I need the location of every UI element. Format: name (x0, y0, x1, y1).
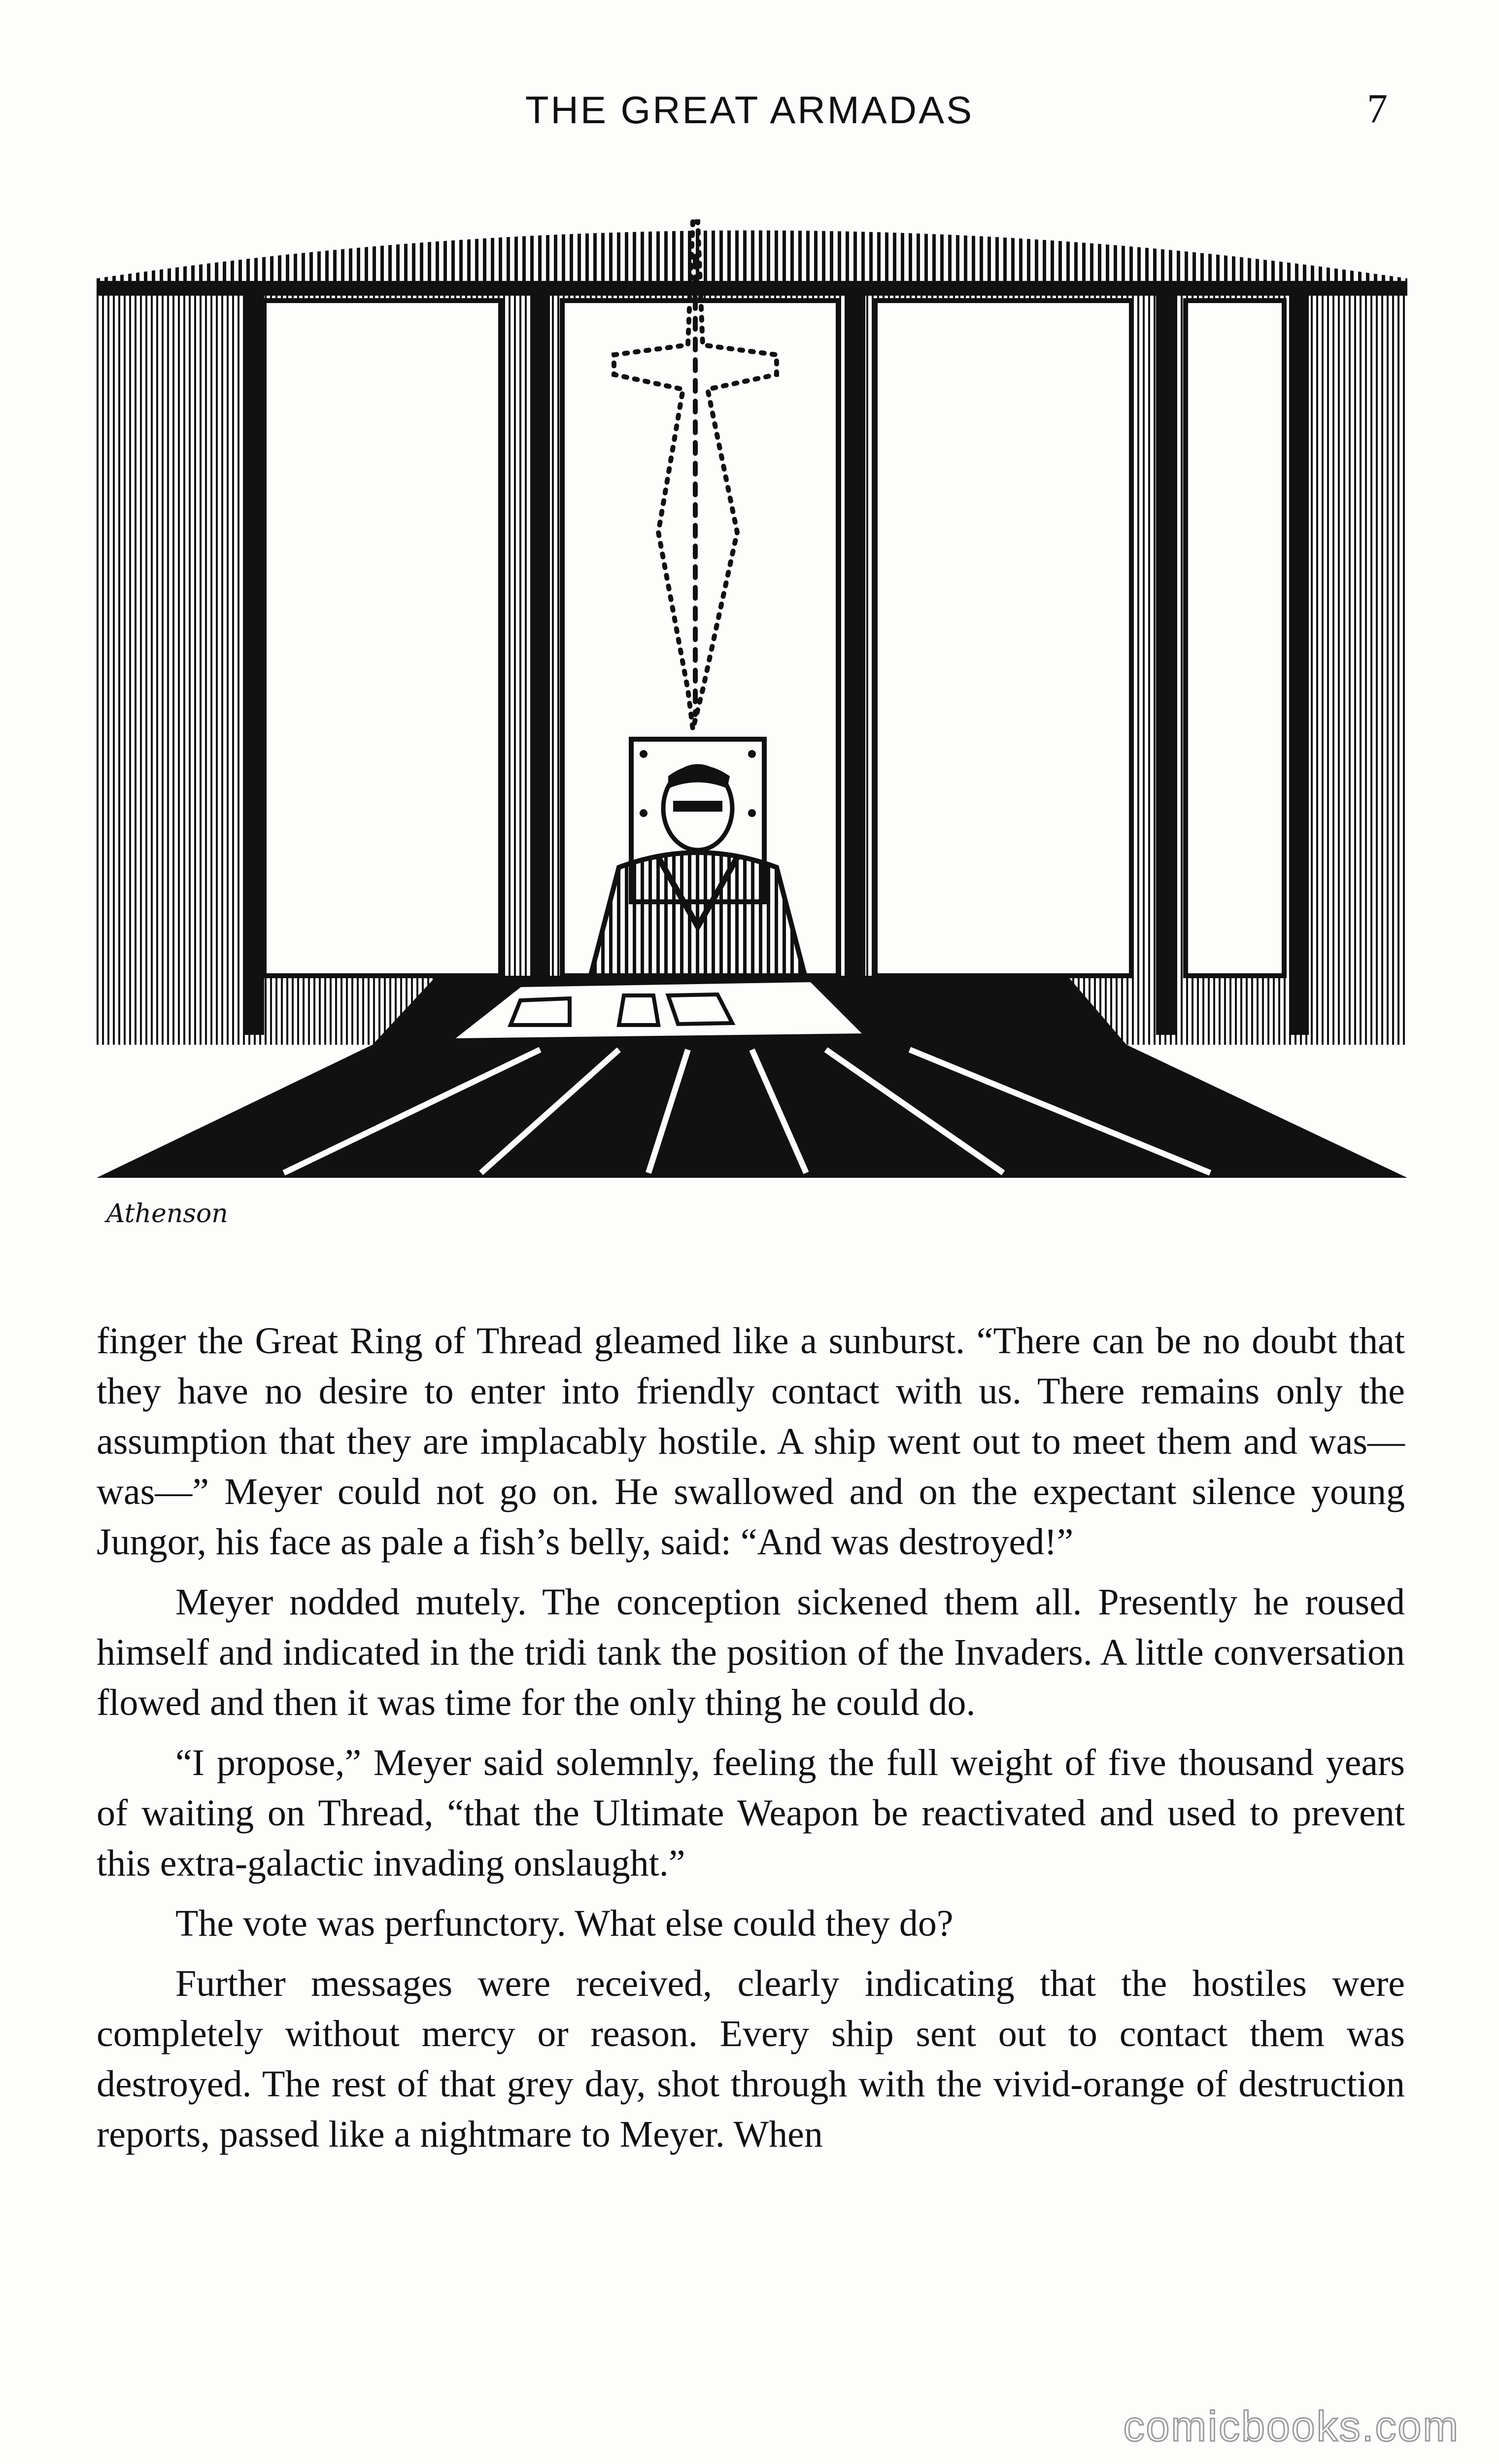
paragraph: “I propose,” Meyer said solemnly, feeling the full weight of five thousand years of waiting on Thread, “that the Ultimate Weapon be reactivated and used to prevent this extra-galactic invading onslaught.” (97, 1742, 1405, 1884)
paragraph: Further messages were received, clearly indicating that the hostiles were completely without mercy or reason. Every ship sent out to contact them was destroyed. The rest of that grey day, shot through with the vivid-orange of destruction reports, passed like a nightmare to Meyer. When (97, 1963, 1405, 2155)
watermark: comicbooks.com (1123, 2403, 1460, 2450)
artist-signature: Athenson (106, 1199, 228, 1229)
body-text (97, 1316, 1405, 2169)
paragraph: Meyer nodded mutely. The conception sickened them all. Presently he roused himself and indicated in the tridi tank the position of the Invaders. A little conversation flowed and then it was time for the only thing he could do. (97, 1581, 1405, 1723)
page-number: 7 (1367, 86, 1388, 132)
boardroom-illustration (97, 197, 1407, 1281)
running-head: THE GREAT ARMADAS (525, 88, 974, 132)
paragraph: finger the Great Ring of Thread gleamed like a sunburst. “There can be no doubt that they have no desire to enter into friendly contact with us. There remains only the assumption that they are implacably hostile. A ship went out to meet them and was—was—” Meyer could not go on. He swallowed and on the expectant silence young Jungor, his face as pale a fish’s belly, said: “And was destroyed!” (97, 1320, 1405, 1563)
paragraph: The vote was perfunctory. What else could they do? (175, 1903, 954, 1944)
